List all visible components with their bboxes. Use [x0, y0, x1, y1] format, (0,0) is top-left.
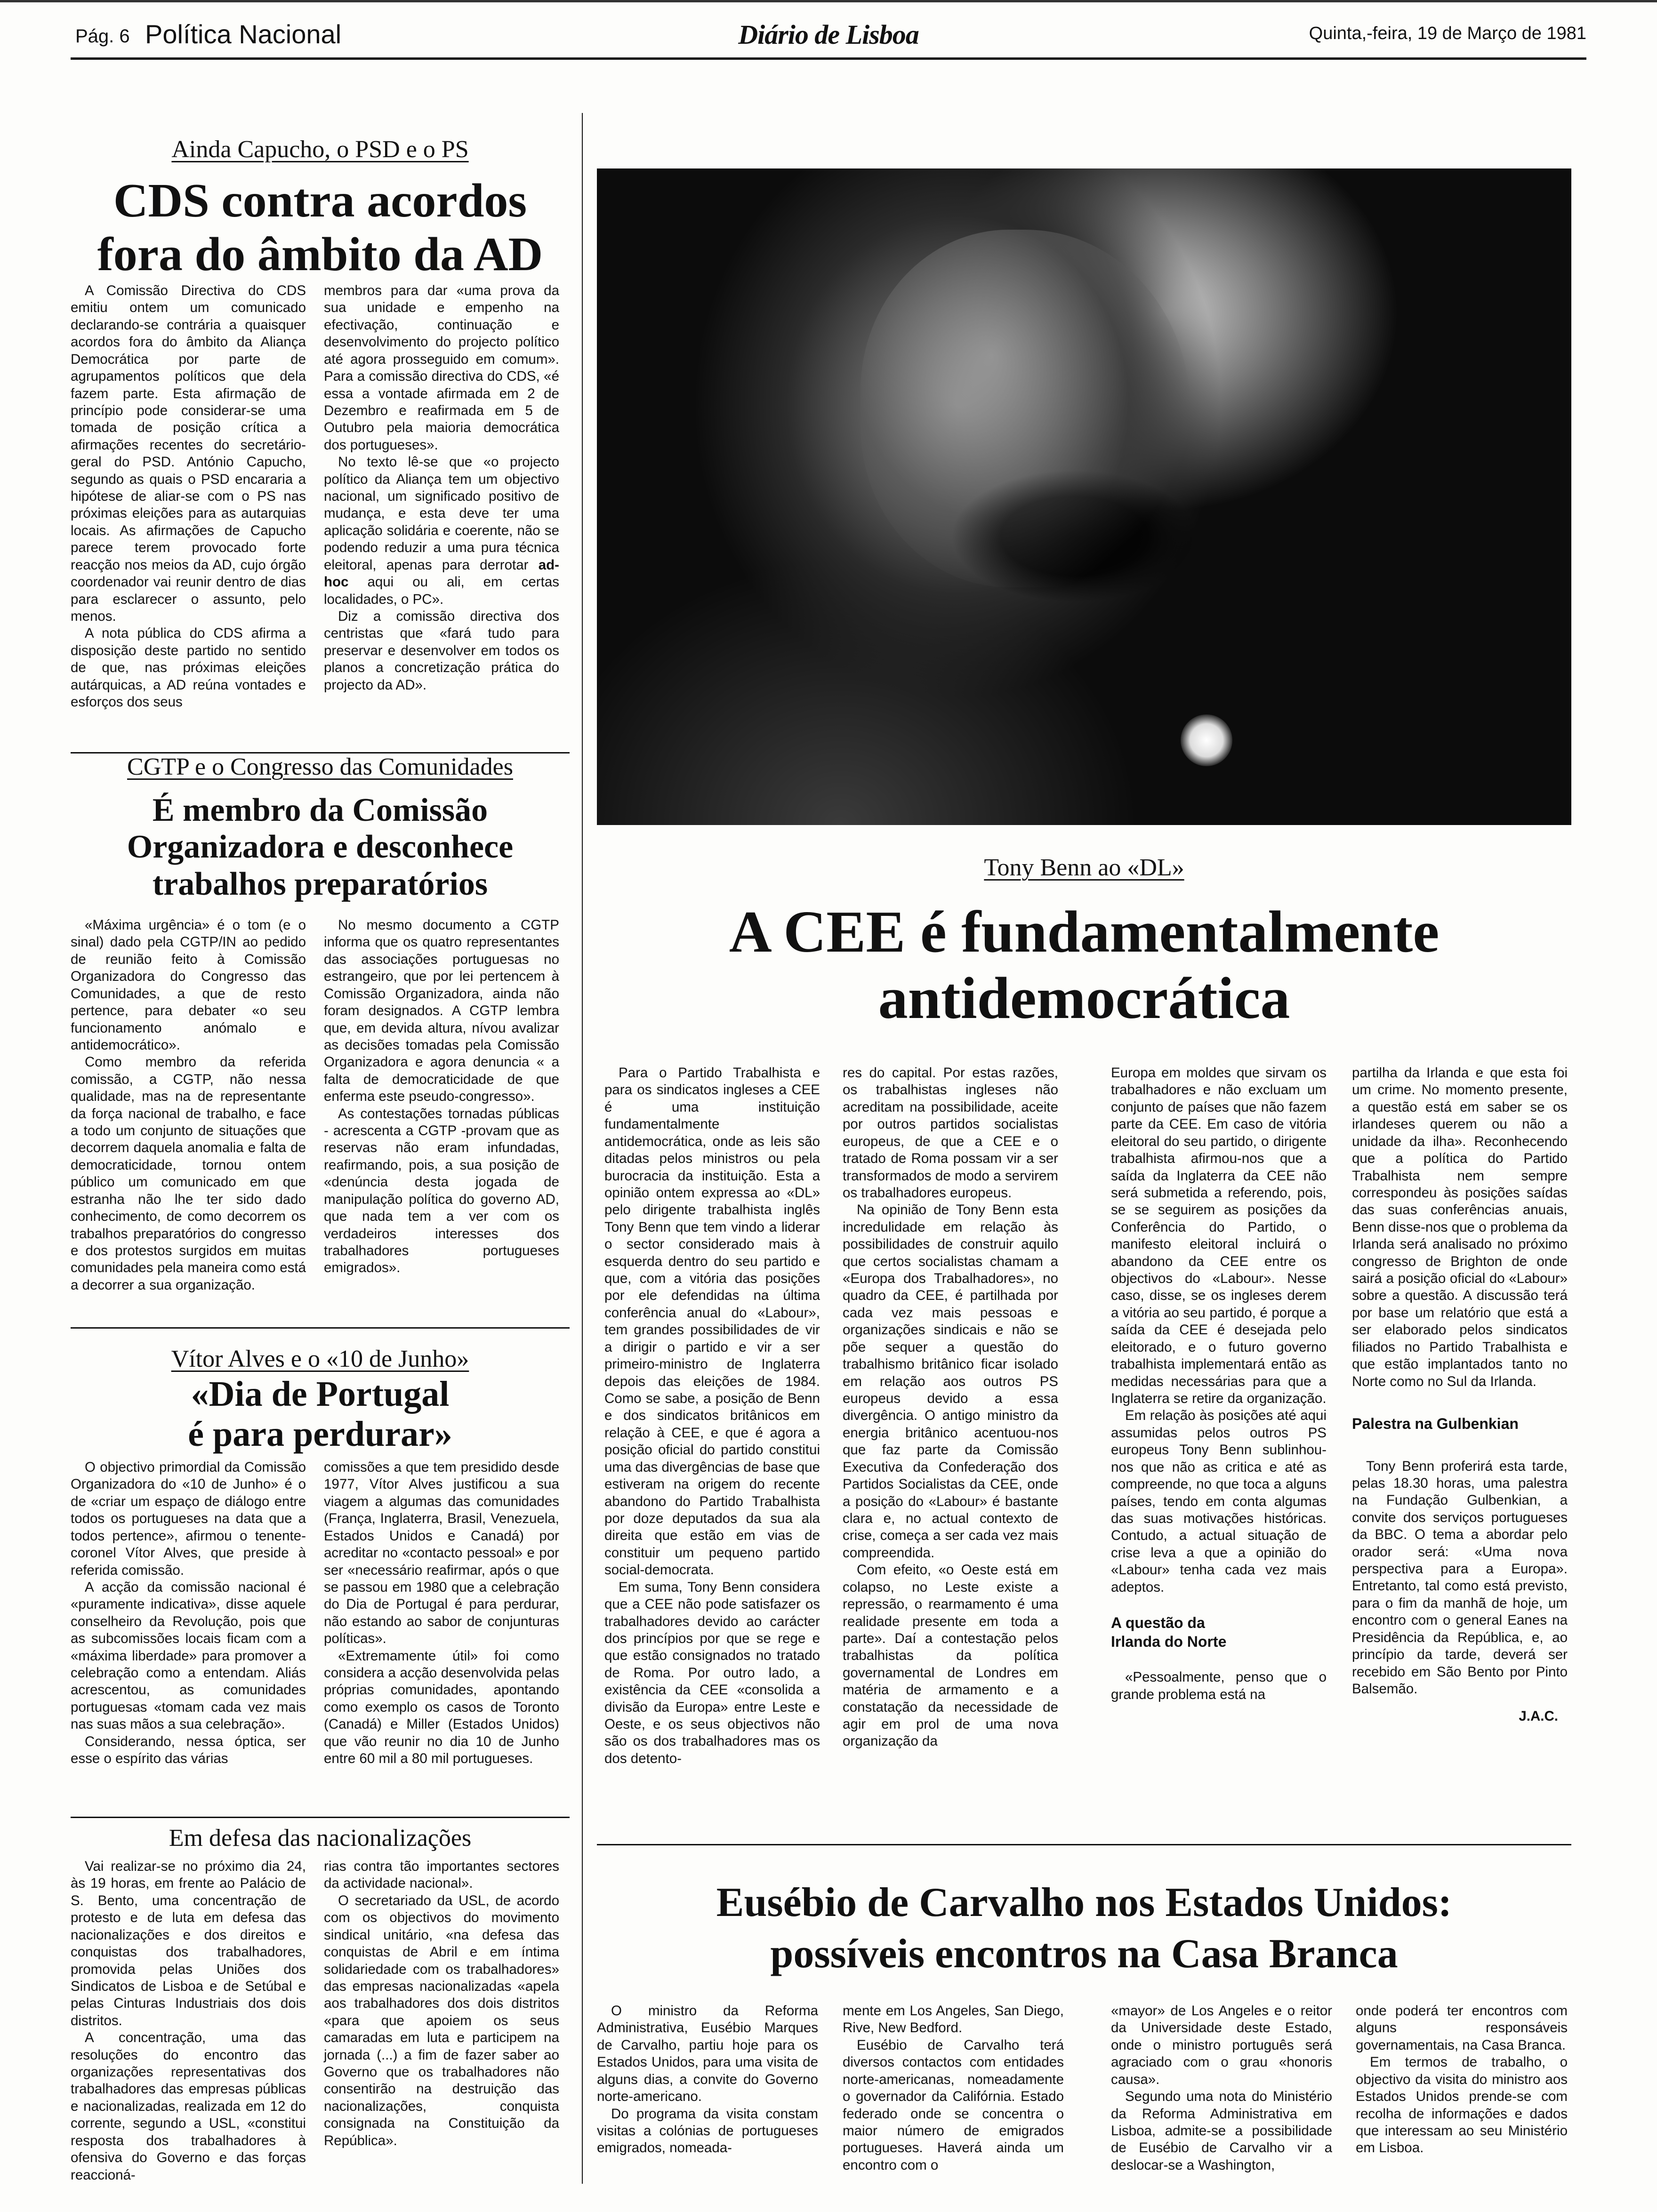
benn-column-1: Para o Partido Trabalhista e para os sindicatos ingleses a CEE é uma instituição fundamentalmente antidemocrática, onde as leis são ditadas pelos ministros ou pela burocracia da instituição. Esta a opinião ontem expressa ao «DL» pelo dirigente trabalhista inglês Tony Benn que tem vindo a liderar o sector considerado mais à esquerda dentro do seu partido e que, com a vitória das posições por ele defendidas na última conferência anual do «Labour», tem grandes possibilidades de vir a dirigir o partido e vir a ser primeiro-ministro de Inglaterra depois das eleições de 1984. Como se sabe, a posição de Benn e dos sindicatos britânicos em relação à CEE, e que é agora a posição oficial do partido constitui uma das divergências de base que estiveram na origem do recente abandono do Partido Trabalhista por doze deputados da sua ala direita que estão em vias de constituir um pequeno partido social-democrata. Em suma, Tony Benn considera que a CEE não pode satisfazer os trabalhadores devido ao carácter dos princípios por que se rege e que estão consignados no tratado de Roma. Por outro lado, a existência da CEE «consolida a divisão da Europa» entre Leste e Oeste, e os seus objectivos não são os dos trabalhadores mas os dos detento- [604, 1065, 820, 1766]
cgtp-column-2: No mesmo documento a CGTP informa que os quatro representantes das associações portuguesas no estrangeiro, que por lei pertencem à Comissão Organizadora, ainda não foram designados. A CGTP lembra que, em devida altura, nívou avalizar as decisões tomadas pela Comissão Organizadora e agora denuncia « a falta de democraticidade de que enferma este pseudo-congresso». As contestações tornadas públicas - acrescenta a CGTP -provam que as reservas não eram infundadas, reafirmando, pois, a sua posição de «denúncia desta jogada de manipulação política do governo AD, que nada tem a ver com os verdadeiros interesses dos trabalhadores portugueses emigrados». [324, 917, 559, 1276]
nacionalizacoes-column-1: Vai realizar-se no próximo dia 24, às 19 horas, em frente ao Palácio de S. Bento, uma concentração de protesto e de luta em defesa das nacionalizações e dos direitos e conquistas dos trabalhadores, promovida pelas Uniões dos Sindicatos de Lisboa e de Setúbal e pelas Cinturas Industriais dos dois distritos. A concentração, uma das resoluções do encontro das organizações representativas dos trabalhadores das empresas públicas e nacionalizadas, realizada em 12 do corrente, segundo a USL, «constitui resposta dos trabalhadores à ofensiva do Governo e das forças reaccioná- [71, 1859, 306, 2183]
cgtp-bottom-rule [71, 1327, 570, 1329]
photo-highlight [1181, 714, 1232, 766]
eusebio-column-3: «mayor» de Los Angeles e o reitor da Universidade deste Estado, onde o ministro português será agraciado com o grau «honoris causa». Segundo uma nota do Ministério da Reforma Administrativa em Lisboa, admite-se a possibilidade de Eusébio de Carvalho vir a deslocar-se a Washington, [1111, 2003, 1332, 2173]
eusebio-column-1: O ministro da Reforma Administrativa, Eusébio Marques de Carvalho, partiu hoje para os Estados Unidos, para uma visita de alguns dias, a convite do Governo norte-americano. Do programa da visita constam visitas a colónias de portugueses emigrados, nomeada- [597, 2003, 818, 2156]
vitor-kicker: Vítor Alves e o «10 de Junho» [171, 1346, 469, 1372]
cds-kicker: Ainda Capucho, o PSD e o PS [171, 136, 469, 163]
vitor-column-2: comissões a que tem presidido desde 1977, Vítor Alves justificou a sua viagem a algumas das comunidades (França, Inglaterra, Brasil, Venezuela, Estados Unidos e Canadá) por acreditar no «contacto pessoal» e por ser «necessário reafirmar, após o que se passou em 1980 que a celebração do Dia de Portugal é para perdurar, não estando ao sabor de conjunturas políticas». «Extremamente útil» foi como considera a acção desenvolvida pelas próprias comunidades, apontando como exemplo os casos de Toronto (Canadá) e Miller (Estados Unidos) que vão reunir no dia 10 de Junho entre 60 mil a 80 mil portugueses. [324, 1459, 559, 1767]
benn-bottom-rule [597, 1844, 1571, 1845]
nacionalizacoes-column-2: rias contra tão importantes sectores da actividade nacional». O secretariado da USL, de acordo com os objectivos do movimento sindical unitário, «na defesa das conquistas de Abril e em íntima solidariedade com os trabalhadores» das empresas nacionalizadas «apela aos trabalhadores dos dois distritos «para que apoiem os seus camaradas em luta e participem na jornada (...) a fim de fazer saber ao Governo que os trabalhadores não consentirão na destruição das nacionalizações, conquista consignada na Constituição da República». [324, 1859, 559, 2148]
vitor-column-1: O objectivo primordial da Comissão Organizadora do «10 de Junho» é o de «criar um espaço de diálogo entre todos os portugueses na data que a todos pertence», afirmou o tenente-coronel Vítor Alves, que preside à referida comissão. A acção da comissão nacional é «puramente indicativa», disse aquele conselheiro da Revolução, pois que as subcomissões locais ficam com a «máxima liberdade» para promover a celebração como a entendam. Aliás acrescentou, as comunidades portuguesas «tomam cada vez mais nas suas mãos a sua celebração». Considerando, nessa óptica, ser esse o espírito das várias [71, 1459, 306, 1767]
vitor-bottom-rule [71, 1817, 570, 1818]
cds-column-2: membros para dar «uma prova da sua unidade e empenho na efectivação, continuação e desenvolvimento do projecto político até agora prosseguido em comum». Para a comissão directiva do CDS, «é essa a vontade afirmada em 2 de Dezembro e reafirmada em 5 de Outubro pela maioria democrática dos portugueses». No texto lê-se que «o projecto político da Aliança tem um objectivo nacional, um significado positivo de mudança, e esta deve ter uma aplicação solidária e coerente, não se podendo reduzir a uma pura técnica eleitoral, apenas para derrotar ad-hoc aqui ou ali, em certas localidades, o PC». Diz a comissão directiva dos centristas que «fará tudo para preservar e desenvolver em todos os planos a concretização prática do projecto da AD». [324, 283, 559, 693]
section-title: Política Nacional [145, 19, 342, 49]
cds-headline: CDS contra acordos fora do âmbito da AD [97, 174, 543, 281]
cgtp-kicker: CGTP e o Congresso das Comunidades [127, 753, 513, 780]
benn-column-4: partilha da Irlanda e que esta foi um crime. No momento presente, a questão está em saber se os irlandeses querem ou não a unidade da ilha». Reconhecendo que a política do Partido Trabalhista nem sempre correspondeu às posições saídas das suas conferências anuais, Benn disse-nos que o problema da Irlanda será analisado no próximo congresso de Brighton de onde sairá a posição oficial do «Labour» sobre a questão. A discussão terá por base um relatório que está a ser elaborado pelos sindicatos filiados no Partido Trabalhista e que estão implantados tanto no Norte como no Sul da Irlanda. Palestra na Gulbenkian Tony Benn proferirá esta tarde, pelas 18.30 horas, uma palestra na Fundação Gulbenkian, a convite dos serviços portugueses da BBC. O tema a abordar pelo orador será: «Uma nova perspectiva para a Europa». Entretanto, tal como está previsto, para o fim da manhã de hoje, um encontro com o general Eanes na Presidência da República, e, ao princípio da tarde, deverá ser recebido em São Bento por Pinto Balsemão. J.A.C. [1352, 1065, 1568, 1725]
photo-face-shade [861, 230, 1190, 587]
top-rule [0, 0, 1657, 2]
header-rule [71, 57, 1586, 60]
benn-column-2: res do capital. Por estas razões, os trabalhistas ingleses não acreditam na possibilidade, aceite por outros partidos socialistas europeus, de que a CEE e o tratado de Roma possam vir a ser transformados de modo a servirem os trabalhadores europeus. Na opinião de Tony Benn esta incredulidade em relação às possibilidades de construir aquilo que certos socialistas chamam a «Europa dos Trabalhadores», no quadro da CEE, é partilhada por cada vez mais pessoas e organizações sindicais e não se põe sequer a questão do trabalhismo britânico ficar isolado em relação aos outros PS europeus devido a essa divergência. O antigo ministro da energia britânico acentuou-nos que faz parte da Comissão Executiva da Confederação dos Partidos Socialistas da CEE, onde a posição do «Labour» é bastante clara e, no actual contexto de crise, começa a ser cada vez mais compreendida. Com efeito, «o Oeste está em colapso, no Leste existe a repressão, o rearmamento é uma realidade presente em toda a parte». Daí a contestação pelos trabalhistas da política governamental de Londres em matéria de armamento e a constatação da necessidade de agir em prol de uma nova organização da [843, 1065, 1058, 1749]
cgtp-column-1: «Máxima urgência» é o tom (e o sinal) dado pela CGTP/IN ao pedido de reunião feito à Comissão Organizadora do Congresso das Comunidades, a que de resto pertence, para debater «o seu funcionamento anómalo e antidemocrático». Como membro da referida comissão, a CGTP, não nessa qualidade, mas na de representante da força nacional de trabalho, e face a todo um conjunto de situações que decorrem daquela anomalia e falta de democraticidade, tornou ontem público um comunicado em que estranha não lhe ter sido dado conhecimento, de como decorrem os trabalhos preparatórios do congresso e dos protestos surgidos em muitas comunidades pela maneira como está a decorrer a sua organização. [71, 917, 306, 1293]
issue-date: Quinta,-feira, 19 de Março de 1981 [1309, 24, 1586, 43]
benn-headline: A CEE é fundamentalmente antidemocrática [729, 899, 1440, 1032]
vitor-headline: «Dia de Portugal é para perdurar» [188, 1374, 452, 1454]
eusebio-column-4: onde poderá ter encontros com alguns responsáveis governamentais, na Casa Branca. Em termos de trabalho, o objectivo da visita do ministro aos Estados Unidos prende-se com recolha de informações e dados que interessam ao seu Ministério em Lisboa. [1356, 2003, 1568, 2156]
benn-subhead-gulbenkian: Palestra na Gulbenkian [1352, 1415, 1519, 1433]
benn-column-3: Europa em moldes que sirvam os trabalhadores e não excluam um conjunto de países que não fazem parte da CEE. Em caso de vitória eleitoral do seu partido, o dirigente trabalhista afirmou-nos que a saída da Inglaterra da CEE não será submetida a referendo, pois, se se seguirem as posições da Conferência do Partido, o manifesto eleitoral incluirá o abandono da CEE entre os objectivos do «Labour». Nesse caso, disse, se os ingleses derem a vitória ao seu partido, é porque a saída da CEE é desejada pelo eleitorado, e o futuro governo trabalhista implementará então as medidas necessárias para que a Inglaterra se retire da organização. Em relação às posições até aqui assumidas pelos outros PS europeus Tony Benn sublinhou-nos que não as critica e até as compreende, no que toca a alguns países, tendo em conta algumas das suas motivações históricas. Contudo, a actual situação de crise leva a que a opinião do «Labour» tenha cada vez mais adeptos. A questão da Irlanda do Norte «Pessoalmente, penso que o grande problema está na [1111, 1065, 1327, 1702]
eusebio-headline: Eusébio de Carvalho nos Estados Unidos: possíveis encontros na Casa Branca [716, 1880, 1452, 1977]
eusebio-column-2: mente em Los Angeles, San Diego, Rive, New Bedford. Eusébio de Carvalho terá diversos contactos com entidades norte-americanas, nomeadamente o governador da Califórnia. Estado federado onde se concentra o maior número de emigrados portugueses. Haverá ainda um encontro com o [843, 2003, 1064, 2173]
masthead: Diário de Lisboa [738, 19, 919, 50]
cgtp-headline: É membro da Comissão Organizadora e desconhece trabalhos preparatórios [127, 792, 514, 902]
benn-signature: J.A.C. [1519, 1708, 1558, 1724]
tony-benn-photo [597, 168, 1571, 825]
nacionalizacoes-kicker: Em defesa das nacionalizações [169, 1825, 472, 1851]
column-divider-vertical [582, 113, 583, 2184]
page-number: Pág. 6 [75, 26, 130, 47]
benn-kicker: Tony Benn ao «DL» [984, 854, 1184, 881]
cds-column-1: A Comissão Directiva do CDS emitiu ontem um comunicado declarando-se contrária a quaisquer acordos fora do âmbito da Aliança Democrática por parte de agrupamentos políticos que dela fazem parte. Esta afirmação de princípio pode considerar-se uma tomada de posição crítica a afirmações recentes do secretário-geral do PSD. António Capucho, segundo as quais o PSD encararia a hipótese de aliar-se com o PS nas próximas eleições para as autarquias locais. As afirmações de Capucho parece terem provocado forte reacção nos meios da AD, cujo órgão coordenador vai reunir dentro de dias para esclarecer o assunto, pelo menos. A nota pública do CDS afirma a disposição deste partido no sentido de que, nas próximas eleições autárquicas, a AD reúna vontades e esforços dos seus [71, 283, 306, 710]
benn-subhead-irlanda: A questão da Irlanda do Norte [1111, 1614, 1227, 1650]
